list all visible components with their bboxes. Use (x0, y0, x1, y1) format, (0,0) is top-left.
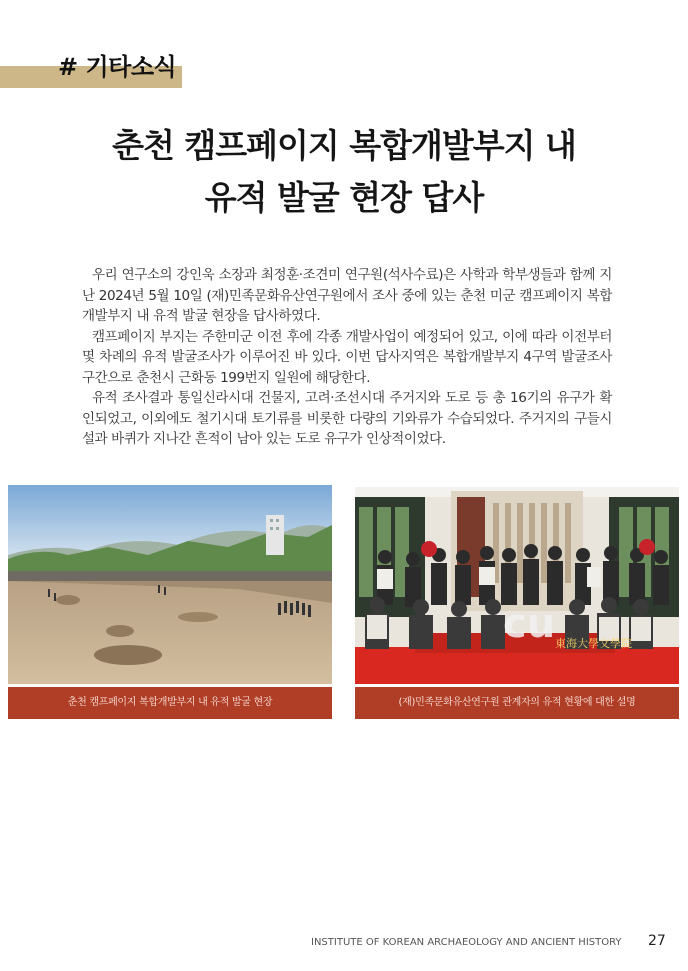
paragraph: 유적 조사결과 통일신라시대 건물지, 고려·조선시대 주거지와 도로 등 총 16기의 유구가 확인되었고, 이외에도 철기시대 토기류를 비롯한 다량의 기와류가 수습되었다. 주거지의 구들시설과 바퀴가 지나간 흔적이 남아 있는 도로 유구가 인상적이었다. (82, 390, 612, 447)
article-body (82, 265, 612, 450)
title-line-2: 유적 발굴 현장 답사 (204, 178, 484, 217)
sign-text: 東海大學文學院 (555, 637, 632, 650)
left-photo-caption: 춘천 캠프페이지 복합개발부지 내 유적 발굴 현장 (8, 687, 332, 719)
section-label: # 기타소식 (58, 53, 177, 81)
excavation-site-photo (8, 485, 332, 684)
page-number: 27 (648, 933, 666, 949)
svg-text:cu: cu (503, 601, 556, 647)
right-photo-caption: (재)민족문화유산연구원 관계자의 유적 현황에 대한 설명 (355, 687, 679, 719)
article-title (0, 120, 688, 224)
group-photo (355, 487, 679, 684)
title-line-1: 춘천 캠프페이지 복합개발부지 내 (112, 126, 576, 165)
footer-institute-name: INSTITUTE OF KOREAN ARCHAEOLOGY AND ANCIENT HISTORY (311, 937, 622, 948)
paragraph: 우리 연구소의 강인욱 소장과 최정훈·조견미 연구원(석사수료)은 사학과 학부생들과 함께 지난 2024년 5월 10일 (재)민족문화유산연구원에서 조사 중에 있는 춘천 미군 캠프페이지 복합개발부지 내 유적 발굴 현장을 답사하였다. (82, 267, 612, 324)
paragraph: 캠프페이지 부지는 주한미군 이전 후에 각종 개발사업이 예정되어 있고, 이에 따라 이전부터 몇 차례의 유적 발굴조사가 이루어진 바 있다. 이번 답사지역은 복합개발부지 4구역 발굴조사 구간으로 춘천시 근화동 199번지 일원에 해당한다. (82, 328, 612, 386)
